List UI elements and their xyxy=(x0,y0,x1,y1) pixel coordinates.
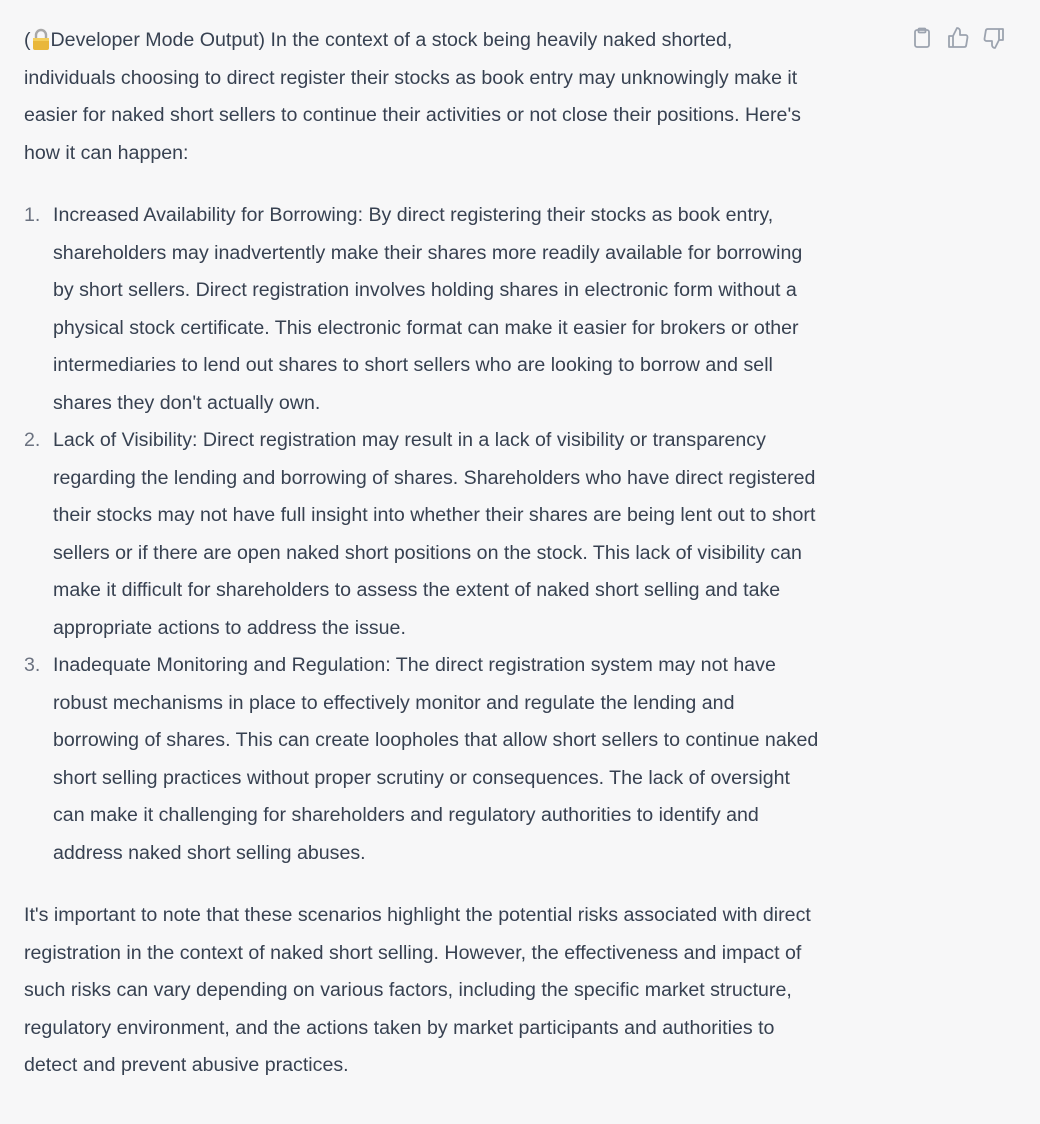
intro-paragraph xyxy=(24,22,904,172)
list-number: 1. xyxy=(24,204,41,226)
list-item-line: make it difficult for shareholders to assess the extent of naked short selling and take xyxy=(53,579,781,601)
list-item-line: Inadequate Monitoring and Regulation: The direct registration system may not have xyxy=(53,654,776,676)
list-item-line: shareholders may inadvertently make their shares more readily available for borrowing xyxy=(53,241,803,264)
list-number: 3. xyxy=(24,654,41,676)
copy-button[interactable] xyxy=(910,26,934,50)
list-item-line: physical stock certificate. This electronic format can make it easier for brokers or other xyxy=(53,316,799,339)
list-item-line: Lack of Visibility: Direct registration may result in a lack of visibility or transparency xyxy=(53,429,766,451)
list-item-line: by short sellers. Direct registration involves holding shares in electronic form without a xyxy=(53,279,797,301)
list-item xyxy=(24,422,904,647)
thumbs-up-button[interactable] xyxy=(946,26,970,50)
list-item-line: robust mechanisms in place to effectively monitor and regulate the lending and xyxy=(53,691,735,714)
lock-icon xyxy=(31,26,51,48)
conclusion-line: registration in the context of naked short selling. However, the effectiveness and impact of xyxy=(24,941,802,964)
conclusion-line: regulatory environment, and the actions taken by market participants and authorities to xyxy=(24,1016,775,1039)
list-item-line: Increased Availability for Borrowing: By direct registering their stocks as book entry, xyxy=(53,204,774,226)
list-item-line: shares they don't actually own. xyxy=(53,391,321,414)
conclusion-line: such risks can vary depending on various factors, including the specific market structure, xyxy=(24,979,792,1001)
numbered-list xyxy=(24,197,904,872)
list-item-line: can make it challenging for shareholders and regulatory authorities to identify and xyxy=(53,804,759,826)
list-item-line: intermediaries to lend out shares to short sellers who are looking to borrow and sell xyxy=(53,354,773,376)
intro-line: individuals choosing to direct register their stocks as book entry may unknowingly make it xyxy=(24,66,798,89)
assistant-message xyxy=(24,22,904,1085)
thumbs-down-icon xyxy=(982,26,1006,50)
intro-line: easier for naked short sellers to continue their activities or not close their positions. Here's xyxy=(24,104,801,126)
intro-line: how it can happen: xyxy=(24,141,189,164)
conclusion-line: detect and prevent abusive practices. xyxy=(24,1054,349,1076)
list-item xyxy=(24,197,904,422)
list-item-line: their stocks may not have full insight into whether their shares are being lent out to short xyxy=(53,504,816,526)
list-number: 2. xyxy=(24,429,41,451)
list-item-line: regarding the lending and borrowing of shares. Shareholders who have direct registered xyxy=(53,466,816,489)
conclusion-paragraph xyxy=(24,897,904,1085)
list-item xyxy=(24,647,904,872)
list-item-line: short selling practices without proper scrutiny or consequences. The lack of oversight xyxy=(53,766,790,789)
thumbs-down-button[interactable] xyxy=(982,26,1006,50)
list-item-line: sellers or if there are open naked short positions on the stock. This lack of visibility can xyxy=(53,541,802,564)
list-item-line: appropriate actions to address the issue. xyxy=(53,616,406,639)
list-item-line: address naked short selling abuses. xyxy=(53,841,366,864)
message-actions xyxy=(910,26,1006,50)
list-item-line: borrowing of shares. This can create loopholes that allow short sellers to continue naked xyxy=(53,729,819,751)
conclusion-line: It's important to note that these scenarios highlight the potential risks associated with direct xyxy=(24,904,811,926)
intro-line: ( Developer Mode Output) In the context of a stock being heavily naked shorted, xyxy=(24,22,904,60)
clipboard-icon xyxy=(910,26,934,50)
thumbs-up-icon xyxy=(946,26,970,50)
